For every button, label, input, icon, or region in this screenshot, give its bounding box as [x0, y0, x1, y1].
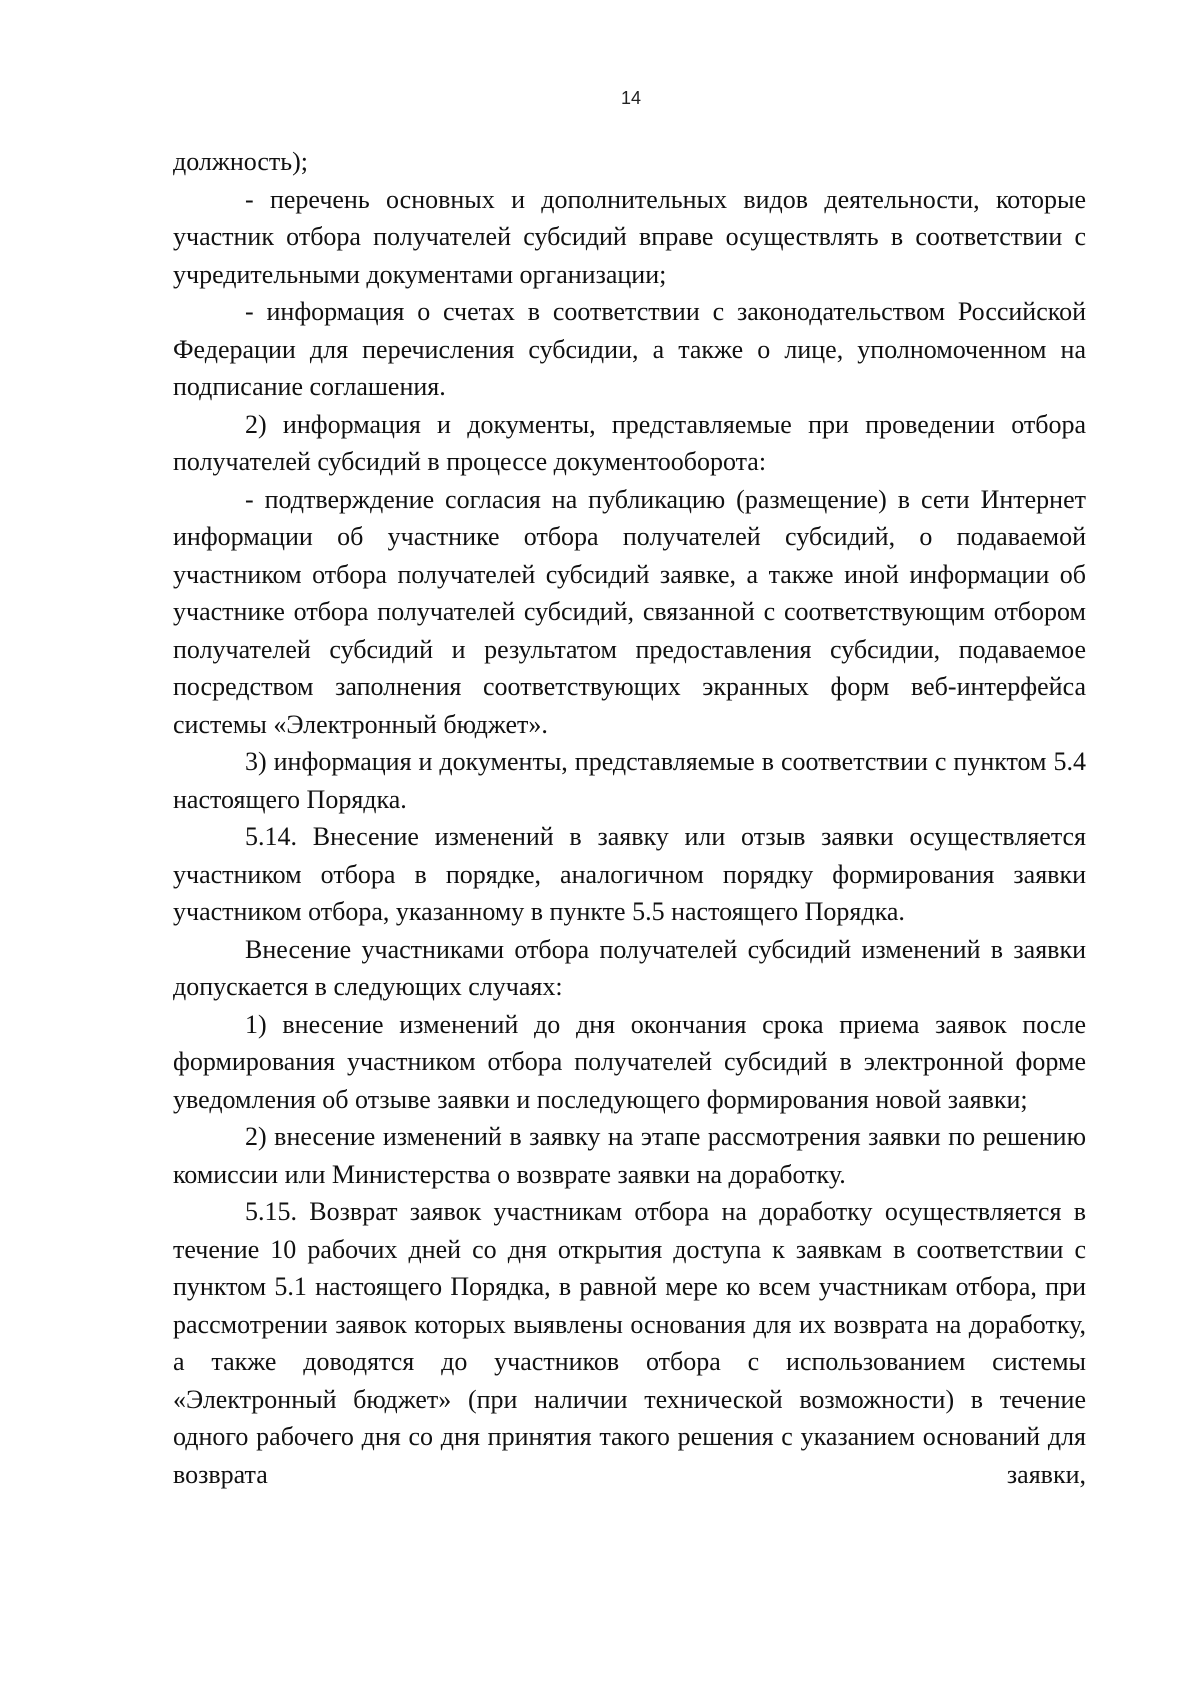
paragraph: 2) информация и документы, представляемые при проведении отбора получателей субсидий в процессе документооборота:	[173, 409, 1086, 476]
paragraph: 5.15. Возврат заявок участникам отбора на доработку осуществляется в течение 10 рабочих дней со дня открытия доступа к заявкам в соответствии с пунктом 5.1 настоящего Порядка, в равной мере ко всем участникам отбора, при рассмотрении заявок которых выявлены основания для их возврата на доработку, а также доводятся до участников отбора с использованием системы «Электронный бюджет» (при наличии технической возможности) в течение одного рабочего дня со дня принятия такого решения с указанием оснований для возврата заявки,	[173, 1197, 1086, 1489]
paragraph: Внесение участниками отбора получателей субсидий изменений в заявки допускается в следующих случаях:	[173, 934, 1086, 1001]
paragraph: 3) информация и документы, представляемые в соответствии с пунктом 5.4 настоящего Порядка.	[173, 747, 1086, 814]
paragraph: - подтверждение согласия на публикацию (размещение) в сети Интернет информации об участнике отбора получателей субсидий, о подаваемой участником отбора получателей субсидий заявке, а также иной информации об участнике отбора получателей субсидий, связанной с соответствующим отбором получателей субсидий и результатом предоставления субсидии, подаваемое посредством заполнения соответствующих экранных форм веб-интерфейса системы «Электронный бюджет».	[173, 484, 1086, 739]
paragraph: 2) внесение изменений в заявку на этапе рассмотрения заявки по решению комиссии или Министерства о возврате заявки на доработку.	[173, 1122, 1086, 1189]
body-text	[173, 143, 1086, 1493]
paragraph: - перечень основных и дополнительных видов деятельности, которые участник отбора получателей субсидий вправе осуществлять в соответствии с учредительными документами организации;	[173, 184, 1086, 289]
page-number: 14	[620, 88, 642, 108]
paragraph: 5.14. Внесение изменений в заявку или отзыв заявки осуществляется участником отбора в порядке, аналогичном порядку формирования заявки участником отбора, указанному в пункте 5.5 настоящего Порядка.	[173, 822, 1086, 926]
paragraph: должность);	[173, 147, 309, 176]
paragraph: 1) внесение изменений до дня окончания срока приема заявок после формирования участником отбора получателей субсидий в электронной форме уведомления об отзыве заявки и последующего формирования новой заявки;	[173, 1009, 1086, 1114]
paragraph: - информация о счетах в соответствии с законодательством Российской Федерации для перечисления субсидии, а также о лице, уполномоченном на подписание соглашения.	[173, 297, 1086, 401]
